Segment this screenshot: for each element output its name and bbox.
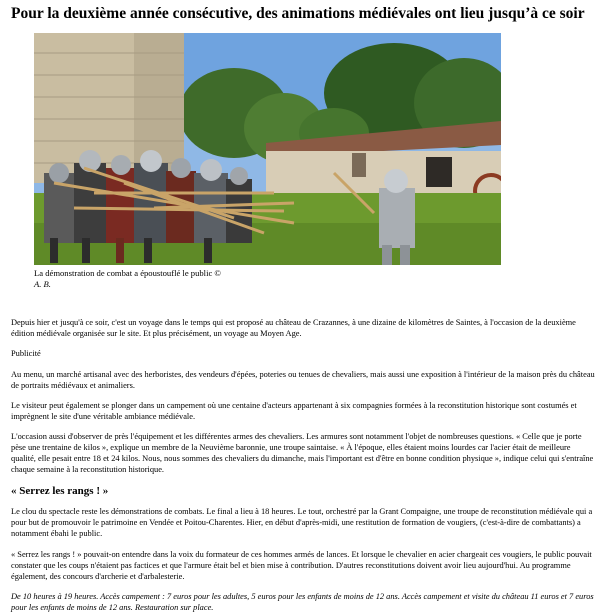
article-photo [34, 33, 501, 265]
medieval-combat-photo [34, 33, 501, 265]
subheading: « Serrez les rangs ! » [11, 485, 109, 498]
article-title: Pour la deuxième année consécutive, des animations médiévales ont lieu jusqu’à ce soir [11, 5, 585, 22]
photo-credit: A. B. [34, 279, 51, 289]
paragraph: Au menu, un marché artisanal avec des herboristes, des vendeurs d'épées, poteries ou tenues de chevaliers, mais aussi une exposition à l'intérieur de la maison près du château de portraits médiévaux et animaliers. [11, 369, 595, 390]
paragraph: « Serrez les rangs ! » pouvait-on entendre dans la voix du formateur de ces hommes armés de lances. Et lorsque le chevalier en acier chargeait ces vougiers, le public pouvait constater que les coups n'étaient pas factices et que l'armure était bel et bien mise à contribution. D'autres reconstitutions doivent avoir lieu aujourd'hui. Au programme également, des concours d'archerie et d'arbalesterie. [11, 549, 592, 581]
article-body [11, 318, 596, 614]
paragraph: Le visiteur peut également se plonger dans un campement où une centaine d'acteurs appartenant à six compagnies formées à la reconstitution historique sont costumés et imprègnent le site d'une véritable ambiance médiévale. [11, 401, 577, 421]
caption-text: La démonstration de combat a époustouflé le public © [34, 268, 221, 278]
practical-info: De 10 heures à 19 heures. Accès campement : 7 euros pour les adultes, 5 euros pour les enfants de moins de 12 ans. Accès campement et visite du château 11 euros et 7 euros pour les enfants de moins de 12 ans. Restauration sur place. [11, 591, 594, 612]
photo-caption [34, 268, 264, 290]
advertisement-label: Publicité [11, 349, 41, 359]
paragraph: Depuis hier et jusqu'à ce soir, c'est un voyage dans le temps qui est proposé au château de Crazannes, à une dizaine de kilomètres de Saintes, à l'occasion de la deuxième édition médiévale organisée sur le site. Et plus précisément, un voyage au Moyen Age. [11, 318, 576, 338]
paragraph: L'occasion aussi d'observer de près l'équipement et les différentes armes des chevaliers. Les armures sont notamment l'objet de nombreuses questions. « Celle que je porte pèse une trentaine de kilos », explique un membre de la Neuvième baronnie, une troupe saintaise. « À l'époque, elles étaient moins lourdes car l'acier était de meilleure qualité, elle pesait entre 18 et 24 kilos. Nous, nous sommes des chevaliers du dimanche, mais l'important est d'être en bonne condition physique », indique celui qui s'entraîne chaque semaine à la reconstitution historique. [11, 432, 594, 475]
paragraph: Le clou du spectacle reste les démonstrations de combats. Le final a lieu à 18 heures. Le tout, orchestré par la Grant Compaigne, une troupe de reconstitution médiévale qui a pour but de promouvoir le patrimoine en Vendée et Poitou-Charentes. Hier, en début d'après-midi, une restitution de formation de vougiers, (c'est-à-dire de combattants) a notamment ébahi le public. [11, 507, 593, 539]
